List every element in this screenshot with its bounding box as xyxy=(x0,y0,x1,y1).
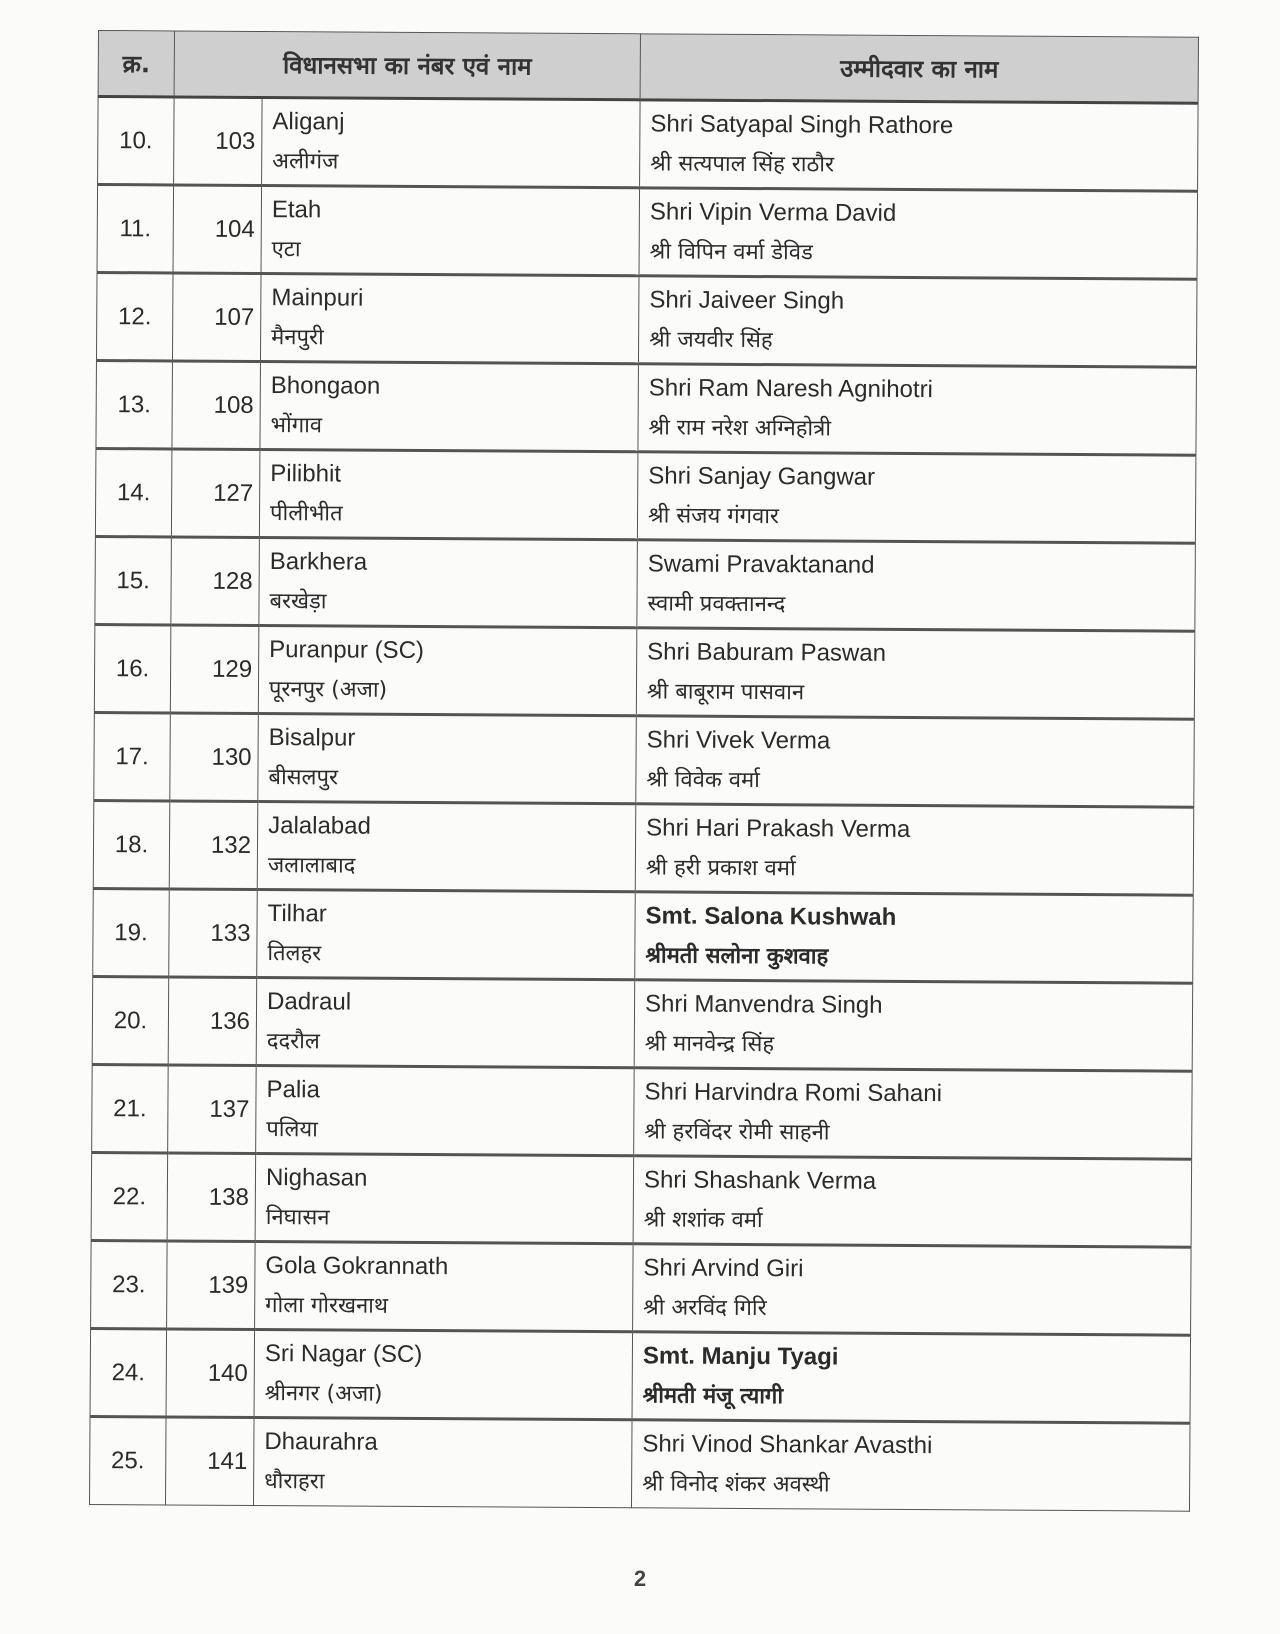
constituency-name-cell xyxy=(257,801,636,891)
constituency-number: 138 xyxy=(167,1153,256,1242)
table-header-row xyxy=(98,31,1198,104)
serial-number: 25. xyxy=(89,1416,166,1504)
constituency-number: 103 xyxy=(174,97,263,186)
constituency-name-en: Mainpuri xyxy=(271,283,364,312)
candidate-name-en: Smt. Salona Kushwah xyxy=(645,901,897,931)
constituency-name-hi: अलीगंज xyxy=(272,148,339,174)
constituency-name-en: Dadraul xyxy=(266,987,352,1016)
constituency-name-en: Aliganj xyxy=(272,107,345,136)
constituency-number: 107 xyxy=(172,273,261,362)
constituency-name-cell xyxy=(258,625,637,715)
candidate-name-cell xyxy=(633,1156,1192,1247)
candidate-name-hi: श्री विवेक वर्मा xyxy=(646,766,760,793)
table-row xyxy=(95,448,1196,543)
serial-number: 23. xyxy=(91,1240,168,1328)
table-row xyxy=(92,1064,1193,1159)
constituency-name-en: Nighasan xyxy=(265,1163,368,1192)
candidate-name-hi: श्री संजय गंगवार xyxy=(647,502,780,529)
constituency-name-hi: श्रीनगर (अजा) xyxy=(264,1380,383,1407)
constituency-name-hi: निघासन xyxy=(265,1204,330,1230)
candidate-name-cell xyxy=(637,452,1196,543)
table-row xyxy=(90,1328,1191,1423)
serial-number: 24. xyxy=(90,1328,167,1416)
constituency-number: 128 xyxy=(171,537,260,626)
candidate-name-cell xyxy=(635,804,1194,895)
constituency-name-cell xyxy=(262,98,641,188)
constituency-name-cell xyxy=(260,361,639,451)
candidate-name-hi: श्री राम नरेश अग्निहोत्री xyxy=(648,414,832,441)
candidate-name-cell xyxy=(631,1420,1190,1511)
constituency-number: 139 xyxy=(167,1241,256,1330)
candidate-name-hi: श्री शशांक वर्मा xyxy=(643,1206,763,1233)
constituency-number: 136 xyxy=(168,977,257,1066)
candidate-name-hi: श्री बाबूराम पासवान xyxy=(646,678,805,705)
constituency-name-hi: जलालाबाद xyxy=(267,852,356,879)
constituency-name-hi: बीसलपुर xyxy=(268,764,339,790)
constituency-number: 133 xyxy=(169,889,258,978)
constituency-name-cell xyxy=(257,889,636,979)
constituency-name-cell xyxy=(261,186,640,276)
constituency-name-cell xyxy=(253,1417,632,1507)
constituency-number: 104 xyxy=(173,185,262,274)
candidate-name-cell xyxy=(636,716,1195,807)
constituency-number: 137 xyxy=(168,1065,257,1154)
constituency-number: 108 xyxy=(172,361,261,450)
candidate-name-cell xyxy=(634,980,1193,1071)
candidate-name-cell xyxy=(634,1068,1193,1159)
constituency-name-cell xyxy=(256,1065,635,1155)
constituency-name-en: Barkhera xyxy=(269,547,368,576)
candidate-name-en: Shri Satyapal Singh Rathore xyxy=(650,109,954,139)
constituency-name-hi: गोला गोरखनाथ xyxy=(265,1292,389,1319)
candidate-name-cell xyxy=(632,1332,1191,1423)
candidate-name-en: Shri Vipin Verma David xyxy=(649,197,897,227)
candidate-name-en: Shri Baburam Paswan xyxy=(647,637,887,667)
constituency-number: 132 xyxy=(169,801,258,890)
serial-number: 22. xyxy=(91,1152,168,1240)
constituency-name-cell xyxy=(258,713,637,803)
candidate-name-cell xyxy=(638,364,1197,455)
table-row xyxy=(91,1240,1192,1335)
candidate-name-hi: श्री विपिन वर्मा डेविड xyxy=(649,238,813,265)
candidate-name-hi: श्री सत्यपाल सिंह राठौर xyxy=(650,150,835,177)
candidate-name-en: Shri Shashank Verma xyxy=(643,1165,877,1195)
candidate-name-cell xyxy=(633,1244,1192,1335)
serial-number: 11. xyxy=(97,185,174,273)
table-row xyxy=(92,976,1193,1071)
candidate-name-hi: श्री हरविंदर रोमी साहनी xyxy=(644,1118,830,1145)
serial-number: 13. xyxy=(96,360,173,448)
table-body xyxy=(89,97,1198,1512)
table-row xyxy=(91,1152,1192,1247)
table-row xyxy=(94,624,1195,719)
constituency-name-cell xyxy=(254,1329,633,1419)
table-row xyxy=(96,272,1197,367)
constituency-number: 140 xyxy=(166,1329,255,1418)
serial-number: 21. xyxy=(92,1064,169,1152)
constituency-name-hi: तिलहर xyxy=(267,940,322,966)
constituency-number: 130 xyxy=(170,713,259,802)
candidate-name-en: Shri Vinod Shankar Avasthi xyxy=(642,1430,933,1460)
candidate-name-en: Shri Harvindra Romi Sahani xyxy=(644,1077,943,1107)
constituency-name-hi: पूरनपुर (अजा) xyxy=(268,676,388,703)
table-row xyxy=(95,536,1196,631)
constituency-name-en: Pilibhit xyxy=(270,459,342,487)
constituency-number: 141 xyxy=(165,1417,254,1506)
candidate-name-hi: श्रीमती मंजू त्यागी xyxy=(642,1382,784,1409)
candidate-name-en: Smt. Manju Tyagi xyxy=(642,1341,839,1371)
candidate-name-hi: श्री विनोद शंकर अवस्थी xyxy=(642,1471,830,1498)
header-constituency: विधानसभा का नंबर एवं नाम xyxy=(174,31,640,100)
constituency-name-cell xyxy=(259,449,638,539)
constituency-name-hi: पीलीभीत xyxy=(269,500,343,527)
candidate-name-cell xyxy=(637,540,1196,631)
table-row xyxy=(94,712,1195,807)
candidate-name-hi: श्रीमती सलोना कुशवाह xyxy=(645,942,829,969)
constituency-name-en: Sri Nagar (SC) xyxy=(264,1339,423,1368)
constituency-name-en: Etah xyxy=(271,195,322,223)
serial-number: 10. xyxy=(98,97,175,185)
candidate-name-en: Swami Pravaktanand xyxy=(647,549,875,579)
candidate-name-hi: श्री जयवीर सिंह xyxy=(649,326,773,353)
constituency-name-hi: मैनपुरी xyxy=(271,324,324,350)
constituency-name-hi: एटा xyxy=(271,236,301,262)
serial-number: 20. xyxy=(92,976,169,1064)
candidate-name-cell xyxy=(638,276,1197,367)
candidate-name-hi: श्री अरविंद गिरि xyxy=(643,1294,767,1321)
constituency-name-cell xyxy=(259,537,638,627)
candidate-name-hi: स्वामी प्रवक्तानन्द xyxy=(647,590,786,617)
candidate-name-en: Shri Jaiveer Singh xyxy=(649,285,845,315)
constituency-name-en: Dhaurahra xyxy=(264,1428,378,1456)
constituency-name-cell xyxy=(255,1153,634,1243)
constituency-name-en: Bhongaon xyxy=(270,371,381,400)
candidate-name-en: Shri Arvind Giri xyxy=(643,1253,804,1282)
candidate-name-cell xyxy=(640,100,1199,191)
table-row xyxy=(98,97,1199,192)
constituency-name-hi: धौराहरा xyxy=(264,1469,325,1495)
table-row xyxy=(93,800,1194,895)
constituency-number: 127 xyxy=(171,449,260,538)
constituency-name-en: Palia xyxy=(266,1075,320,1103)
serial-number: 18. xyxy=(93,800,170,888)
header-candidate: उम्मीदवार का नाम xyxy=(640,34,1198,103)
header-serial: क्र. xyxy=(98,31,174,97)
table-row xyxy=(97,185,1198,280)
candidate-name-en: Shri Vivek Verma xyxy=(646,725,831,754)
serial-number: 17. xyxy=(94,712,171,800)
table-row xyxy=(89,1416,1190,1511)
constituency-name-hi: पलिया xyxy=(266,1116,318,1142)
constituency-name-hi: बरखेड़ा xyxy=(269,588,327,614)
serial-number: 15. xyxy=(95,536,172,624)
serial-number: 19. xyxy=(93,888,170,976)
candidate-name-hi: श्री मानवेन्द्र सिंह xyxy=(644,1030,775,1057)
candidate-table xyxy=(89,30,1199,1512)
candidate-name-cell xyxy=(636,628,1195,719)
constituency-name-hi: ददरौल xyxy=(266,1028,320,1054)
constituency-name-cell xyxy=(255,1241,634,1331)
candidate-name-hi: श्री हरी प्रकाश वर्मा xyxy=(645,854,796,881)
serial-number: 12. xyxy=(96,272,173,360)
constituency-name-cell xyxy=(260,274,639,364)
constituency-name-cell xyxy=(256,977,635,1067)
constituency-number: 129 xyxy=(170,625,259,714)
candidate-name-en: Shri Sanjay Gangwar xyxy=(648,461,876,491)
constituency-name-hi: भोंगाव xyxy=(270,412,323,438)
candidate-name-en: Shri Ram Naresh Agnihotri xyxy=(648,373,934,403)
page-number: 2 xyxy=(633,1566,647,1591)
candidate-list-sheet xyxy=(89,30,1198,1512)
candidate-name-cell xyxy=(635,892,1194,983)
serial-number: 16. xyxy=(94,624,171,712)
table-row xyxy=(93,888,1194,983)
candidate-name-cell xyxy=(639,188,1198,279)
candidate-name-en: Shri Manvendra Singh xyxy=(644,989,883,1019)
candidate-name-en: Shri Hari Prakash Verma xyxy=(646,813,911,843)
serial-number: 14. xyxy=(95,448,172,536)
constituency-name-en: Puranpur (SC) xyxy=(269,635,425,664)
table-row xyxy=(96,360,1197,455)
constituency-name-en: Gola Gokrannath xyxy=(265,1251,449,1280)
constituency-name-en: Jalalabad xyxy=(268,811,371,840)
constituency-name-en: Tilhar xyxy=(267,899,327,927)
constituency-name-en: Bisalpur xyxy=(268,723,356,752)
